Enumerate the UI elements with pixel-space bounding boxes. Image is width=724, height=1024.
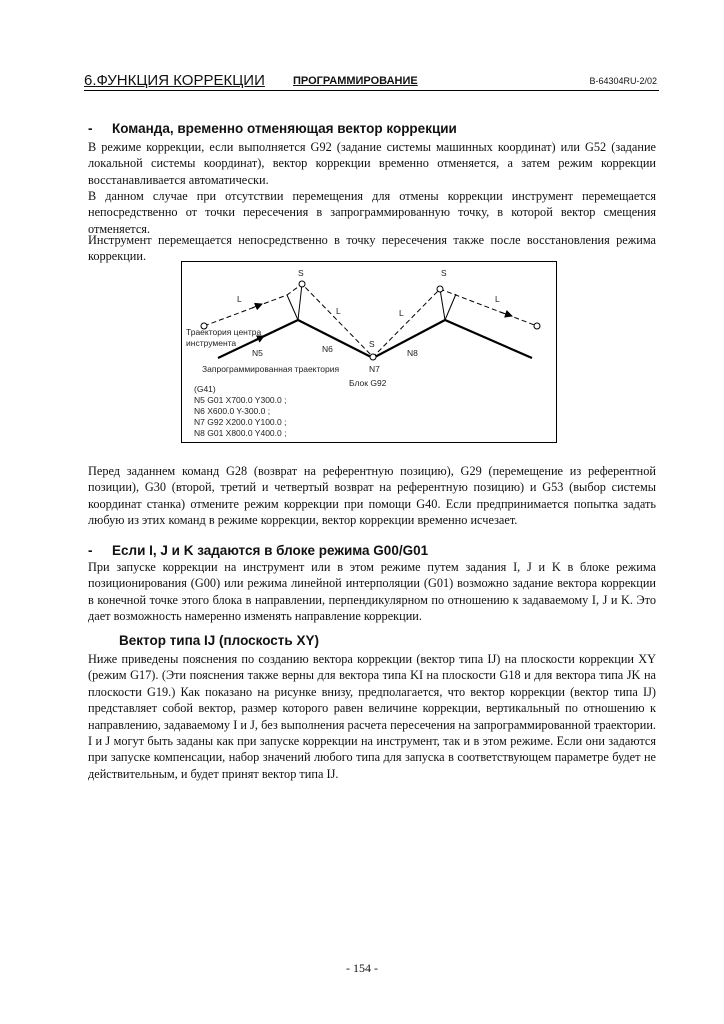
section2-heading — [88, 543, 428, 558]
offset-vector-2b — [445, 294, 456, 320]
n8-label: N8 — [407, 348, 418, 358]
s-point-marker-1 — [299, 281, 305, 287]
offset-vector-1 — [298, 284, 302, 320]
n5-label: N5 — [252, 348, 263, 358]
code-line: N6 X600.0 Y-300.0 ; — [194, 406, 271, 416]
end-point-marker — [534, 323, 540, 329]
offset-vector-2 — [440, 289, 445, 320]
offset-vector-1b — [287, 295, 298, 320]
section3-heading: Вектор типа IJ (плоскость XY) — [119, 633, 319, 648]
s-point-marker-2 — [370, 354, 376, 360]
page-header — [84, 72, 659, 91]
programmed-path-line — [218, 320, 532, 358]
n5-direction-arrow — [248, 336, 264, 344]
heading-dash: - — [88, 543, 93, 558]
paragraph-after-figure: Перед заданнем команд G28 (возврат на референтную позицию), G29 (перемещение из референтной позиции), G30 (второй, третий и четвертый возврат на референтную позицию) и G53 (выбор системы координат станка) отмените режим коррекции при помощи G40. Если предпринимается попытка задать любую из этих команд в режиме коррекции, вектор коррекции временно исчезает. — [88, 464, 656, 528]
section3-paragraph-1: Ниже приведены пояснения по созданию вектора коррекции (вектор типа IJ) на плоскости коррекции XY (режим G17). (Эти пояснения также верны для вектора типа KI на плоскости G18 и для вектора типа JK на плоскости G19.) Как показано на рисунке внизу, предполагается, что вектор коррекции (вектор типа IJ) представляет собой вектор, размер которого равен величине коррекции, вертикальный по отношению к направлению, задаваемому I и J, без выполнения расчета пересечения на запрограммированной траектории. I и J могут быть заданы как при запуске коррекции на инструмент, так и в этом режиме. Если они задаются при запуске компенсации, набор значений любого типа для запуска в соответствующем параметре будет не действительным, и будет принят вектор типа IJ. — [88, 652, 656, 781]
code-line: N7 G92 X200.0 Y100.0 ; — [194, 417, 287, 427]
section2-paragraph-1: При запуске коррекции на инструмент или в этом режиме путем задания I, J и K в блоке режима позиционирования (G00) или режима линейной интерполяции (G01) возможно задание вектора коррекции в конечной точке этого блока в направлении, перпендикулярном по отношению к задаваемому I, J и K. Это дает возможность намеренно изменять направление коррекции. — [88, 560, 656, 624]
tool-path-arrow-2 — [500, 312, 512, 316]
page-number: - 154 - — [346, 961, 378, 975]
chapter-title: 6.ФУНКЦИЯ КОРРЕКЦИИ — [84, 72, 265, 89]
tool-path-label: Траектория центра инструмента — [186, 327, 262, 348]
figure-drawing — [182, 262, 558, 444]
block-g92-label: Блок G92 — [349, 378, 387, 388]
l-label-1: L — [237, 294, 242, 304]
section1-paragraph-3: Инструмент перемещается непосредственно в точку пересечения также после восстановления режима коррекции. — [88, 233, 656, 264]
l-label-3: L — [399, 308, 404, 318]
section1-paragraph-2: В данном случае при отсутствии перемещения для отмены коррекции инструмент перемещается непосредственно от точки пересечения в запрограммированную точку, в которой вектор смещения отменяется. — [88, 189, 656, 236]
code-line: N8 G01 X800.0 Y400.0 ; — [194, 428, 287, 438]
doc-code: B-64304RU-2/02 — [589, 76, 657, 86]
section1-heading — [88, 121, 457, 136]
n7-label: N7 — [369, 364, 380, 374]
s-point-marker-3 — [437, 286, 443, 292]
s-label-2: S — [369, 339, 375, 349]
section-name: ПРОГРАММИРОВАНИЕ — [293, 75, 418, 87]
section2-title: Если I, J и K задаются в блоке режима G00/G01 — [112, 543, 429, 558]
l-label-4: L — [495, 294, 500, 304]
section1-paragraph-1: В режиме коррекции, если выполняется G92 (задание системы машинных координат) или G52 (задание локальной системы координат), вектор коррекции временно отменяется, а затем режим коррекции восстанавливается автоматически. — [88, 140, 656, 187]
n6-label: N6 — [322, 344, 333, 354]
s-label-3: S — [441, 268, 447, 278]
l-label-2: L — [336, 306, 341, 316]
section1-title: Команда, временно отменяющая вектор коррекции — [112, 121, 457, 136]
programmed-path-label: Запрограммированная траектория — [202, 364, 340, 374]
figure-tool-path — [181, 261, 557, 443]
tool-path-arrow-1 — [252, 304, 262, 308]
heading-dash: - — [88, 121, 93, 136]
code-line: N5 G01 X700.0 Y300.0 ; — [194, 395, 287, 405]
code-line: (G41) — [194, 384, 216, 394]
s-label-1: S — [298, 268, 304, 278]
